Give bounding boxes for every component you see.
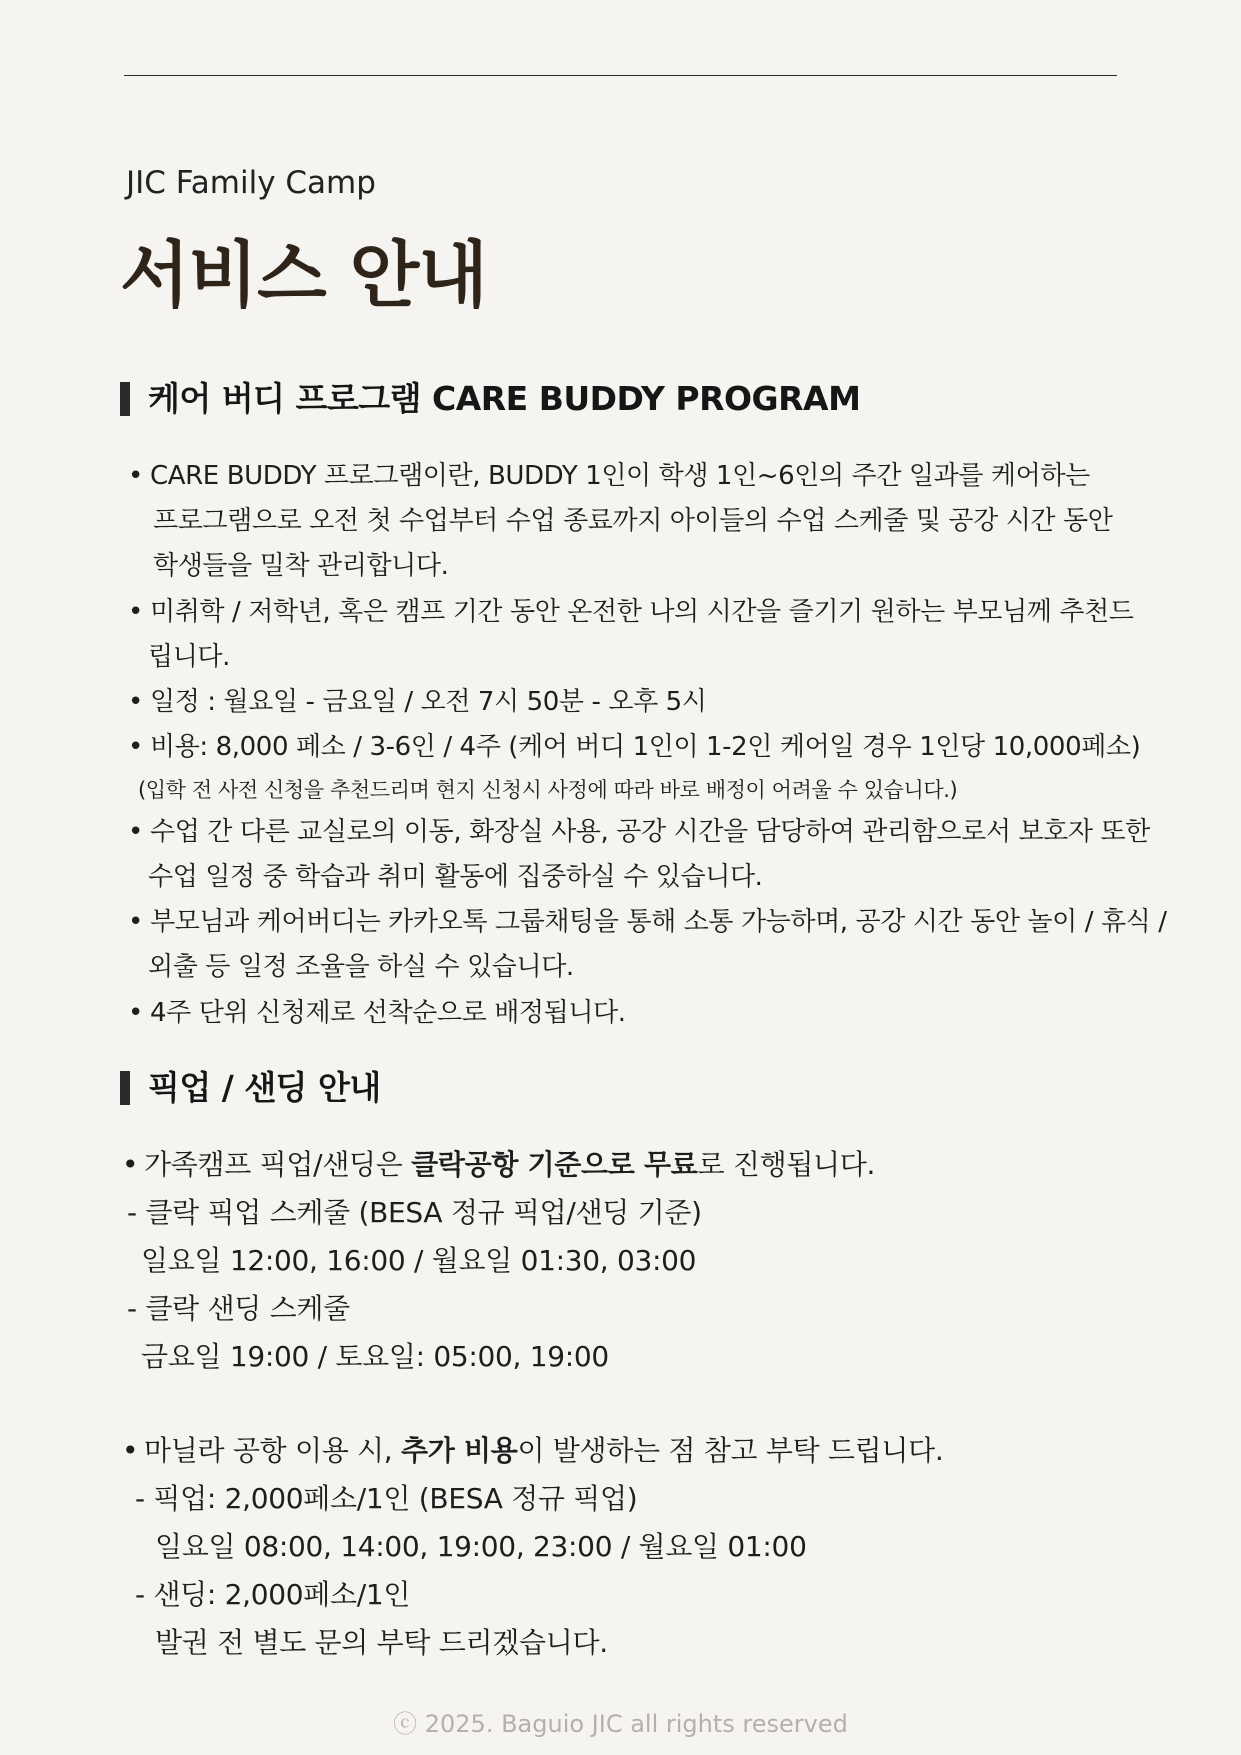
list-item-text: 부모님과 케어버디는 카카오톡 그룹채팅을 통해 소통 가능하며, 공강 시간 동안 놀이 / 휴식 / xyxy=(150,907,1167,937)
clark-sending-label: - 클락 샌딩 스케줄 xyxy=(127,1292,350,1325)
manila-sending-note: 발권 전 별도 문의 부탁 드리겠습니다. xyxy=(155,1626,608,1659)
free-pickup-text: 가족캠프 픽업/샌딩은 xyxy=(144,1148,412,1181)
bullet-icon: • xyxy=(128,998,143,1028)
list-item-text: 미취학 / 저학년, 혹은 캠프 기간 동안 온전한 나의 시간을 즐기기 원하는 부모님께 추천드 xyxy=(150,597,1134,627)
manila-highlight: 추가 비용 xyxy=(401,1434,518,1467)
page-subtitle: JIC Family Camp xyxy=(126,165,376,201)
list-item-text: 비용: 8,000 페소 / 3-6인 / 4주 (케어 버디 1인이 1-2인 케어일 경우 1인당 10,000페소) xyxy=(150,732,1141,762)
pickup-heading xyxy=(120,1065,381,1111)
list-item xyxy=(128,682,707,722)
bullet-icon: • xyxy=(122,1434,139,1467)
manila-pickup-label: - 픽업: 2,000페소/1인 (BESA 정규 픽업) xyxy=(135,1482,638,1515)
free-pickup-text-end: 로 진행됩니다. xyxy=(697,1148,876,1181)
manila-sending-label: - 샌딩: 2,000페소/1인 xyxy=(135,1578,411,1611)
bullet-icon: • xyxy=(122,1148,139,1181)
footer-copyright: ⓒ 2025. Baguio JIC all rights reserved xyxy=(393,1710,848,1738)
manila-line xyxy=(122,1429,944,1473)
care-buddy-heading xyxy=(120,376,860,422)
list-item-continuation: 학생들을 밀착 관리합니다. xyxy=(153,551,449,581)
list-item xyxy=(128,902,1167,942)
list-item-note: (입학 전 사전 신청을 추천드리며 현지 신청시 사정에 따라 바로 배정이 어려울 수 있습니다.) xyxy=(138,778,958,802)
list-item xyxy=(128,456,1090,496)
free-pickup-highlight: 클락공항 기준으로 무료 xyxy=(411,1148,698,1181)
list-item-continuation: 프로그램으로 오전 첫 수업부터 수업 종료까지 아이들의 수업 스케줄 및 공강 시간 동안 xyxy=(153,506,1113,536)
list-item-text: 4주 단위 신청제로 선착순으로 배정됩니다. xyxy=(150,998,626,1028)
list-item xyxy=(128,727,1140,767)
bullet-icon: • xyxy=(128,907,143,937)
top-divider xyxy=(124,75,1117,76)
bullet-icon: • xyxy=(128,597,143,627)
list-item-continuation: 립니다. xyxy=(148,642,231,672)
care-buddy-heading-text: 케어 버디 프로그램 CARE BUDDY PROGRAM xyxy=(148,379,861,418)
list-item xyxy=(128,993,626,1033)
list-item-text: CARE BUDDY 프로그램이란, BUDDY 1인이 학생 1인~6인의 주간 일과를 케어하는 xyxy=(150,461,1090,491)
pickup-heading-text: 픽업 / 샌딩 안내 xyxy=(148,1068,381,1107)
clark-pickup-label: - 클락 픽업 스케줄 (BESA 정규 픽업/샌딩 기준) xyxy=(127,1196,702,1229)
bullet-icon: • xyxy=(128,732,143,762)
list-item-continuation: 수업 일정 중 학습과 취미 활동에 집중하실 수 있습니다. xyxy=(148,862,763,892)
manila-text: 마닐라 공항 이용 시, xyxy=(144,1434,401,1467)
bullet-icon: • xyxy=(128,817,143,847)
list-item-text: 일정 : 월요일 - 금요일 / 오전 7시 50분 - 오후 5시 xyxy=(150,687,707,717)
bullet-icon: • xyxy=(128,687,143,717)
heading-bar-icon xyxy=(120,382,130,416)
clark-pickup-times: 일요일 12:00, 16:00 / 월요일 01:30, 03:00 xyxy=(141,1244,697,1277)
list-item xyxy=(128,592,1134,632)
manila-text-end: 이 발생하는 점 참고 부탁 드립니다. xyxy=(517,1434,944,1467)
list-item-text: 수업 간 다른 교실로의 이동, 화장실 사용, 공강 시간을 담당하여 관리함으로서 보호자 또한 xyxy=(150,817,1150,847)
manila-pickup-times: 일요일 08:00, 14:00, 19:00, 23:00 / 월요일 01:00 xyxy=(155,1530,807,1563)
list-item-continuation: 외출 등 일정 조율을 하실 수 있습니다. xyxy=(148,952,574,982)
bullet-icon: • xyxy=(128,461,143,491)
free-pickup-line xyxy=(122,1143,875,1187)
page-title: 서비스 안내 xyxy=(120,233,487,317)
clark-sending-times: 금요일 19:00 / 토요일: 05:00, 19:00 xyxy=(141,1340,609,1373)
heading-bar-icon xyxy=(120,1071,130,1105)
list-item xyxy=(128,812,1150,852)
